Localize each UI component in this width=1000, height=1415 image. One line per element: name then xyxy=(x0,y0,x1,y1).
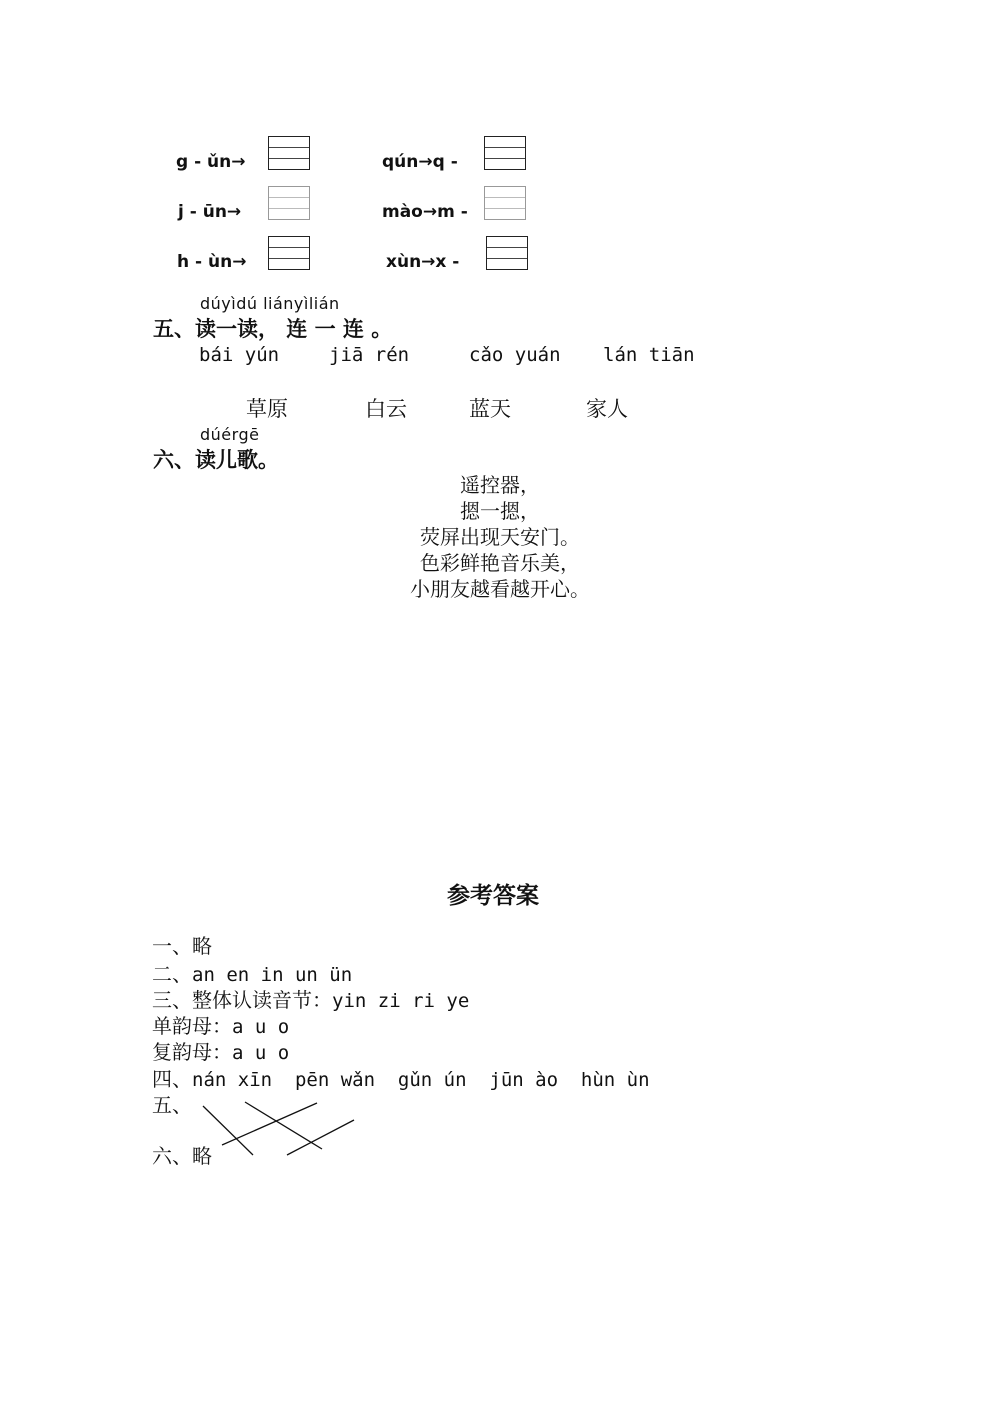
answer-2: 二、an en in un ün xyxy=(152,962,353,986)
answer-5: 五、 xyxy=(152,1093,192,1117)
writing-grid[interactable] xyxy=(486,236,528,270)
poem-line: 摁一摁， xyxy=(460,499,540,523)
writing-grid[interactable] xyxy=(484,136,526,170)
pinyin-word: jiā rén xyxy=(329,344,410,366)
writing-grid[interactable] xyxy=(484,186,526,220)
poem-line: 遥控器， xyxy=(460,473,540,497)
hanzi-word: 草原 xyxy=(246,397,288,421)
poem xyxy=(300,472,700,602)
answer-4: 四、nán xīn pēn wǎn gǔn ún jūn ào hùn ùn xyxy=(152,1067,650,1091)
section5-pinyin-ruby: dúyìdú liányìlián xyxy=(200,294,340,313)
answer-3-single-vowels: 单韵母：a u o xyxy=(152,1014,290,1038)
pinyin-word: bái yún xyxy=(199,344,280,366)
pinyin-word: cǎo yuán xyxy=(469,344,561,366)
writing-grid[interactable] xyxy=(268,236,310,270)
answer-1: 一、略 xyxy=(152,934,212,958)
section5-title: 五、读一读， 连 一 连 。 xyxy=(153,317,393,341)
answer-3: 三、整体认读音节：yin zi ri ye xyxy=(152,988,470,1012)
hanzi-word: 家人 xyxy=(586,397,628,421)
exercise4-right-label: qún→q - xyxy=(382,152,458,172)
section6-title: 六、读儿歌。 xyxy=(153,448,279,472)
hanzi-word: 白云 xyxy=(365,397,407,421)
exercise4-left-label: h - ùn→ xyxy=(177,252,247,272)
poem-line: 色彩鲜艳音乐美， xyxy=(420,551,580,575)
section6-pinyin-ruby: dúérgē xyxy=(200,425,260,444)
poem-line: 荧屏出现天安门。 xyxy=(420,525,580,549)
answer-3-compound-vowels: 复韵母：a u o xyxy=(152,1040,290,1064)
writing-grid[interactable] xyxy=(268,136,310,170)
exercise4-right-label: mào→m - xyxy=(382,202,468,222)
exercise4-left-label: g - ǔn→ xyxy=(176,152,246,172)
matching-lines-answer xyxy=(195,1098,365,1160)
hanzi-word: 蓝天 xyxy=(469,397,511,421)
exercise4-left-label: j - ūn→ xyxy=(178,202,242,222)
exercise4-right-label: xùn→x - xyxy=(386,252,460,272)
poem-line: 小朋友越看越开心。 xyxy=(410,577,590,601)
answers-title: 参考答案 xyxy=(447,883,539,909)
writing-grid[interactable] xyxy=(268,186,310,220)
pinyin-word: lán tiān xyxy=(603,344,695,366)
answer-6: 六、略 xyxy=(152,1144,212,1168)
